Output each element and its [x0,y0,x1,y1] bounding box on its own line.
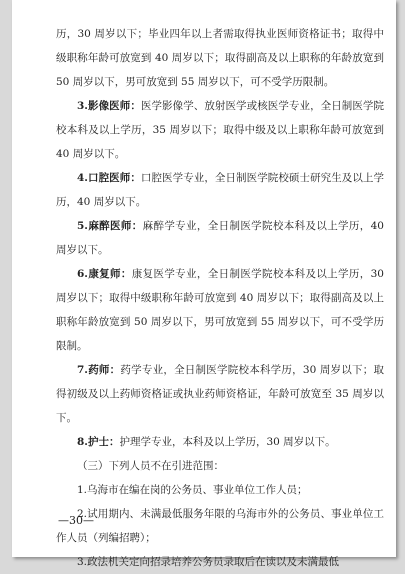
paragraph-1: 历，30 周岁以下；毕业四年以上者需取得执业医师资格证书；取得中级职称年龄可放宽到 40 周岁以下；取得副高及以上职称的年龄放宽到 50 周岁以下，男可放宽到 55 周岁以下，可不受学历限制。 [56,28,384,88]
paragraph-anesthesiologist: 5.麻醉医师：麻醉学专业，全日制医学院校本科及以上学历，40 周岁以下。 [56,220,384,256]
paragraph-lead: 5.麻醉医师： [77,220,143,232]
paragraph-lead: 8.护士： [77,436,120,448]
paragraph-exclusion-3: 3.政法机关定向招录培养公务员录取后在读以及未满最低 [77,556,340,568]
paragraph-lead: 4.口腔医师： [77,172,141,184]
paragraph-nurse: 8.护士：护理学专业，本科及以上学历，30 周岁以下。 [77,436,336,448]
paragraph-pharmacist: 7.药师：药学专业，全日制医学院校本科学历，30 周岁以下；取得初级及以上药师资格证或执业药师资格证，年龄可放宽至 35 周岁以下。 [56,364,384,424]
paragraph-rehabilitation: 6.康复师：康复医学专业，全日制医学院校本科及以上学历，30 周岁以下；取得中级职称年龄可放宽到 40 周岁以下；取得副高及以上职称年龄放宽到 50 周岁以下，男可放宽到 55 周岁以下，可不受学历限制。 [56,268,384,352]
paragraph-dental-physician: 4.口腔医师：口腔医学专业，全日制医学院校硕士研究生及以上学历，40 周岁以下。 [56,172,385,208]
paragraph-lead: 7.药师： [77,364,121,376]
paragraph-lead: 3.影像医师： [77,100,141,112]
document-page [12,0,396,568]
paragraph-section-3: （三）下列人员不在引进范围： [77,460,224,472]
paragraph-exclusion-2: 2.试用期内、未满最低服务年限的乌海市外的公务员、事业单位工作人员（列编招聘）； [56,508,384,544]
paragraph-imaging-physician: 3.影像医师：医学影像学、放射医学或核医学专业，全日制医学院校本科及以上学历，35 周岁以下；取得中级及以上职称年龄可放宽到 40 周岁以下。 [56,100,385,160]
document-body [56,22,384,574]
paragraph-exclusion-1: 1.乌海市在编在岗的公务员、事业单位工作人员； [77,484,308,496]
page-number: —30— [58,514,94,527]
paragraph-lead: 6.康复师： [77,268,132,280]
